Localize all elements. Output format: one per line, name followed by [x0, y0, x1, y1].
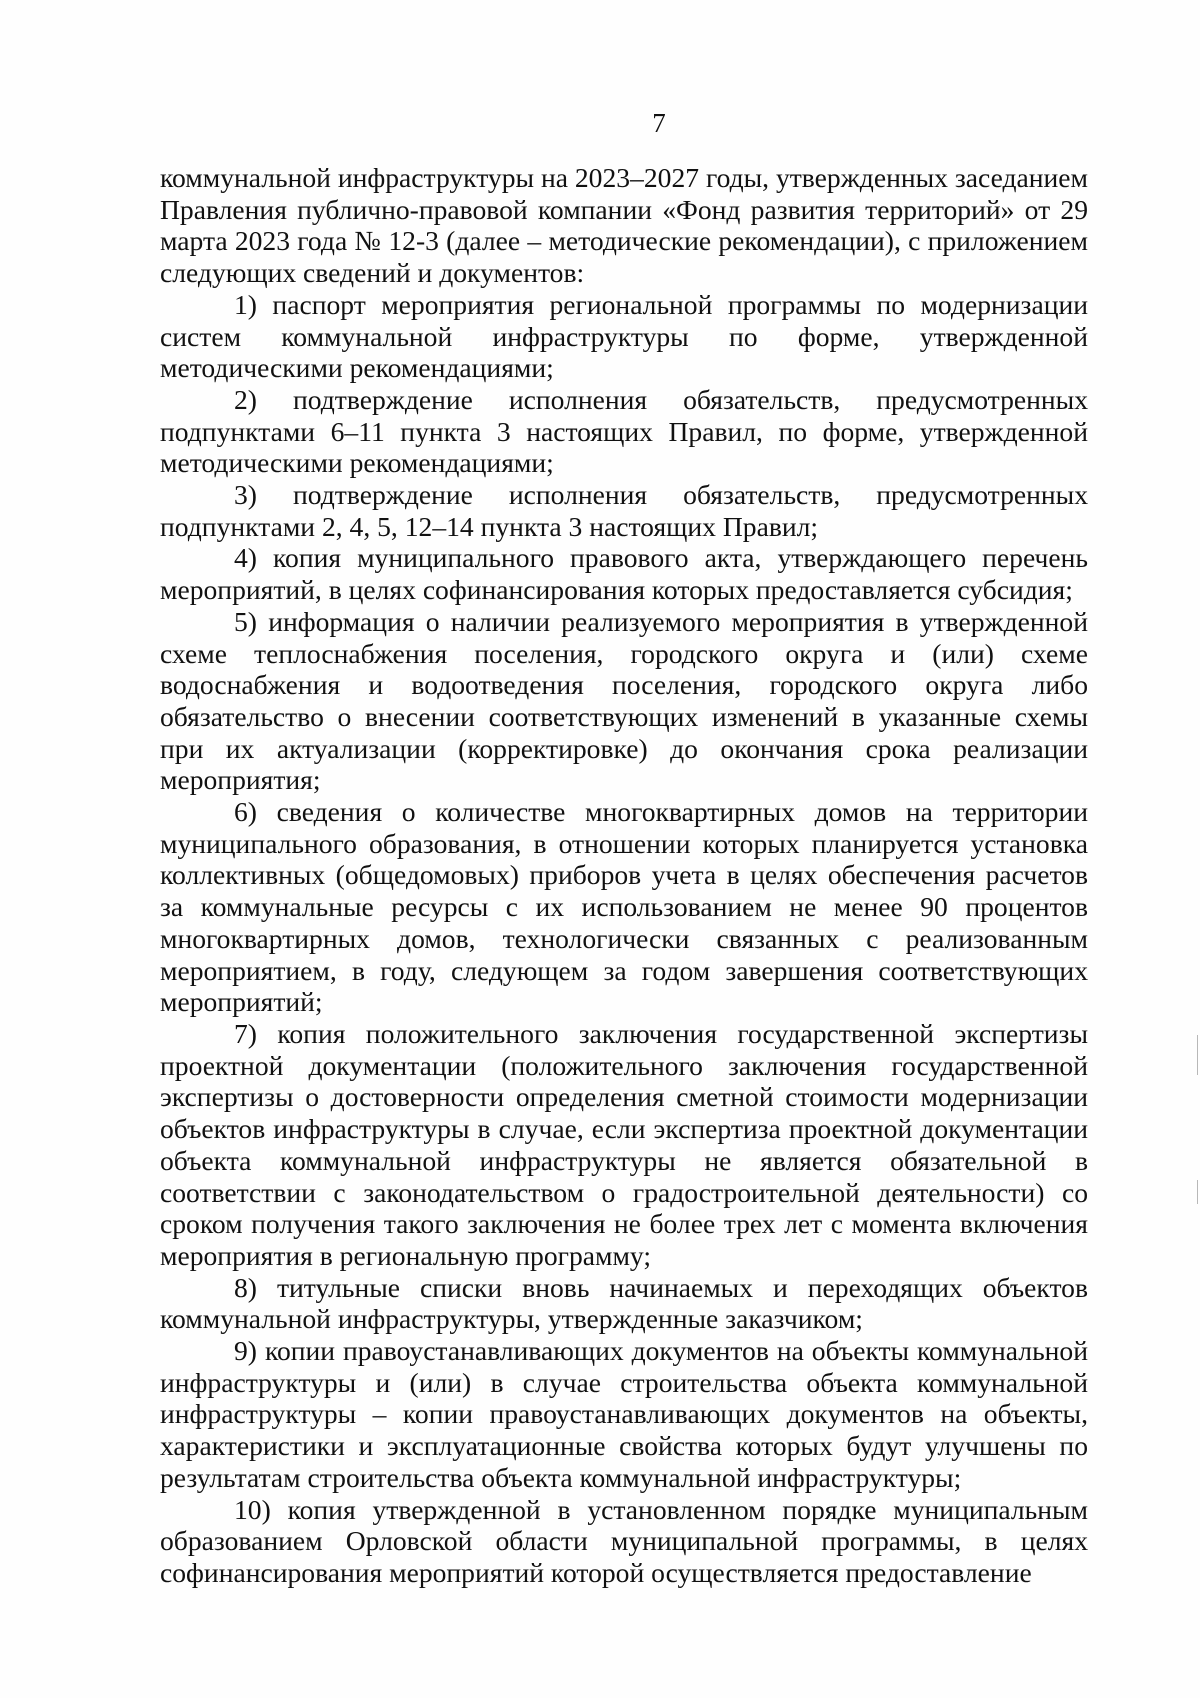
list-item-7: 7) копия положительного заключения государственной экспертизы проектной документации (положительного заключения государственной экспертизы о достоверности определения сметной стоимости модернизации объектов инфраструктуры в случае, если экспертиза проектной документации объекта коммунальной инфраструктуры не является обязательной в соответствии с законодательством о градостроительной деятельности) со сроком получения такого заключения не более трех лет с момента включения мероприятия в региональную программу;	[160, 1017, 1088, 1271]
list-item-8: 8) титульные списки вновь начинаемых и переходящих объектов коммунальной инфраструктуры, утвержденные заказчиком;	[160, 1271, 1088, 1335]
list-item-2: 2) подтверждение исполнения обязательств, предусмотренных подпунктами 6–11 пункта 3 настоящих Правил, по форме, утвержденной методическими рекомендациями;	[160, 383, 1088, 479]
page-number: 7	[652, 108, 666, 138]
scan-artifact-mark	[1197, 1180, 1198, 1204]
list-item-3: 3) подтверждение исполнения обязательств, предусмотренных подпунктами 2, 4, 5, 12–14 пункта 3 настоящих Правил;	[160, 479, 1088, 542]
list-item-4: 4) копия муниципального правового акта, утверждающего перечень мероприятий, в целях софинансирования которых предоставляется субсидия;	[160, 542, 1088, 606]
list-item-10: 10) копия утвержденной в установленном порядке муниципальным образованием Орловской области муниципальной программы, в целях софинансирования мероприятий которой осуществляется предоставление	[160, 1493, 1088, 1588]
list-item-1: 1) паспорт мероприятия региональной программы по модернизации систем коммунальной инфраструктуры по форме, утвержденной методическими рекомендациями;	[160, 288, 1088, 384]
list-item-6: 6) сведения о количестве многоквартирных домов на территории муниципального образования, в отношении которых планируется установка коллективных (общедомовых) приборов учета в целях обеспечения расчетов за коммунальные ресурсы с их использованием не менее 90 процентов многоквартирных домов, технологически связанных с реализованным мероприятием, в году, следующем за годом завершения соответствующих мероприятий;	[160, 796, 1088, 1018]
intro-paragraph: коммунальной инфраструктуры на 2023–2027 годы, утвержденных заседанием Правления публично-правовой компании «Фонд развития территорий» от 29 марта 2023 года № 12-3 (далее – методические рекомендации), с приложением следующих сведений и документов:	[160, 162, 1088, 289]
list-item-9: 9) копии правоустанавливающих документов на объекты коммунальной инфраструктуры и (или) в случае строительства объекта коммунальной инфраструктуры – копии правоустанавливающих документов на объекты, характеристики и эксплуатационные свойства которых будут улучшены по результатам строительства объекта коммунальной инфраструктуры;	[160, 1335, 1088, 1493]
scan-artifact-mark	[1197, 1035, 1198, 1075]
list-item-5: 5) информация о наличии реализуемого мероприятия в утвержденной схеме теплоснабжения поселения, городского округа и (или) схеме водоснабжения и водоотведения поселения, городского округа либо обязательство о внесении соответствующих изменений в указанные схемы при их актуализации (корректировке) до окончания срока реализации мероприятия;	[160, 605, 1088, 796]
document-body	[160, 162, 1088, 1589]
